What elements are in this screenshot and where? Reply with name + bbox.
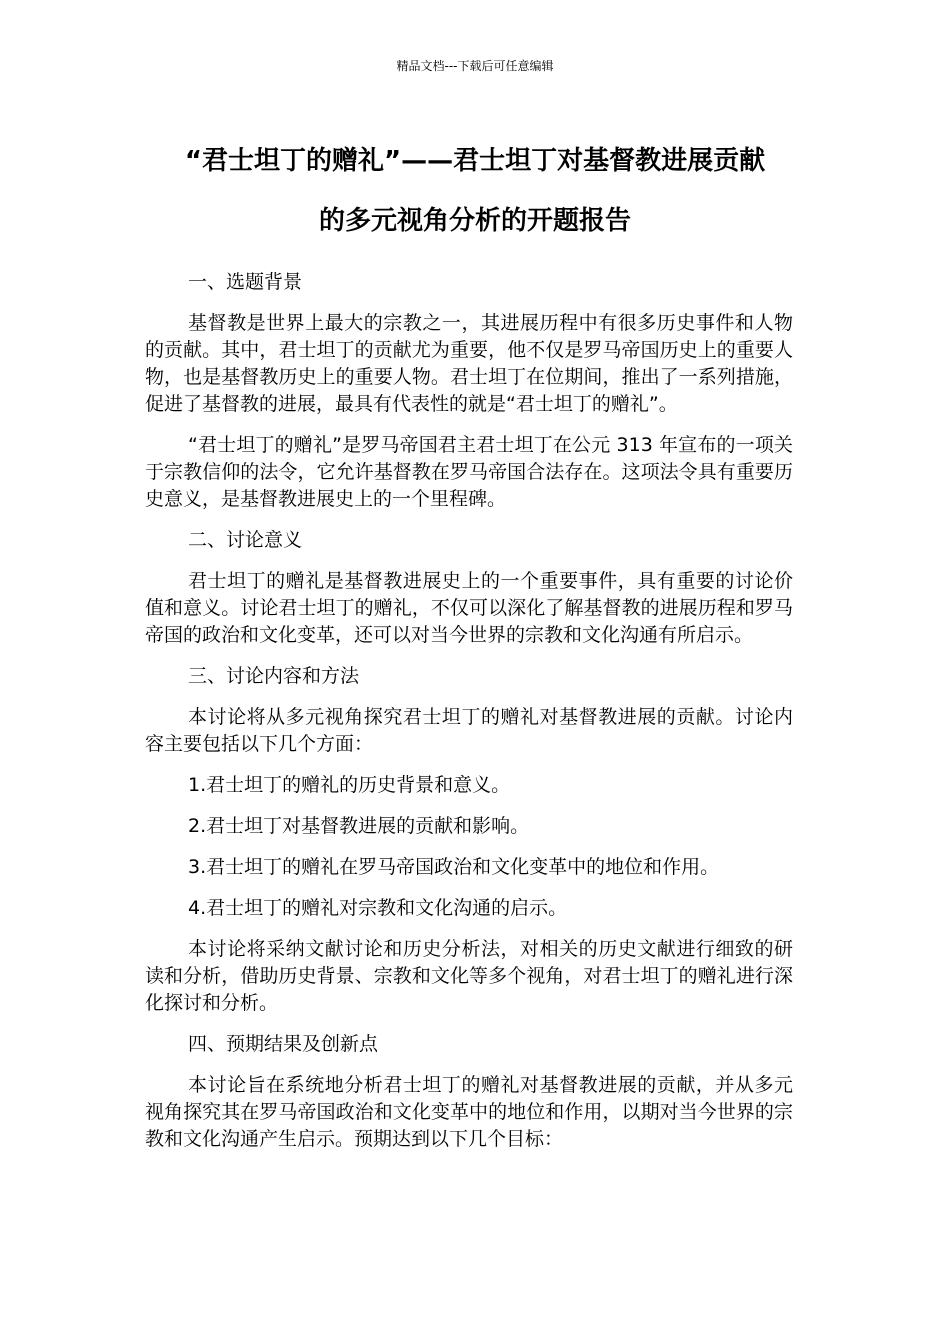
list-item: 2.君士坦丁对基督教进展的贡献和影响。 [188, 815, 530, 837]
document-body [145, 269, 793, 1167]
section-heading-significance: 二、讨论意义 [188, 529, 303, 551]
paragraph-significance: 君士坦丁的赠礼是基督教进展史上的一个重要事件，具有重要的讨论价值和意义。讨论君士坦丁的赠礼，不仅可以深化了解基督教的进展历程和罗马帝国的政治和文化变革，还可以对当今世界的宗教和文化沟通有所启示。 [145, 570, 793, 646]
list-item: 4.君士坦丁的赠礼对宗教和文化沟通的启示。 [188, 897, 568, 919]
page-header: 精品文档---下载后可任意编辑 [396, 59, 554, 73]
paragraph-content-intro: 本讨论将从多元视角探究君士坦丁的赠礼对基督教进展的贡献。讨论内容主要包括以下几个方面： [145, 706, 793, 755]
title-line-1: “君士坦丁的赠礼”——君士坦丁对基督教进展贡献 [184, 146, 766, 176]
title-line-2: 的多元视角分析的开题报告 [318, 206, 631, 236]
section-heading-background: 一、选题背景 [188, 271, 303, 293]
section-heading-expected-results: 四、预期结果及创新点 [188, 1033, 379, 1055]
paragraph-expected-results: 本讨论旨在系统地分析君士坦丁的赠礼对基督教进展的贡献，并从多元视角探究其在罗马帝国政治和文化变革中的地位和作用，以期对当今世界的宗教和文化沟通产生启示。预期达到以下几个目标： [145, 1074, 793, 1150]
paragraph-methods: 本讨论将采纳文献讨论和历史分析法，对相关的历史文献进行细致的研读和分析，借助历史背景、宗教和文化等多个视角，对君士坦丁的赠礼进行深化探讨和分析。 [145, 938, 793, 1014]
section-heading-content-methods: 三、讨论内容和方法 [188, 665, 360, 687]
list-item: 3.君士坦丁的赠礼在罗马帝国政治和文化变革中的地位和作用。 [188, 856, 720, 878]
paragraph-background-1: 基督教是世界上最大的宗教之一，其进展历程中有很多历史事件和人物的贡献。其中，君士坦丁的贡献尤为重要，他不仅是罗马帝国历史上的重要人物，也是基督教历史上的重要人物。君士坦丁在位期间，推出了一系列措施，促进了基督教的进展，最具有代表性的就是“君士坦丁的赠礼”。 [145, 312, 793, 415]
paragraph-background-2: “君士坦丁的赠礼”是罗马帝国君主君士坦丁在公元 313 年宣布的一项关于宗教信仰的法令，它允许基督教在罗马帝国合法存在。这项法令具有重要历史意义，是基督教进展史上的一个里程碑。 [145, 434, 793, 510]
document-title [145, 131, 805, 251]
list-item: 1.君士坦丁的赠礼的历史背景和意义。 [188, 774, 511, 796]
